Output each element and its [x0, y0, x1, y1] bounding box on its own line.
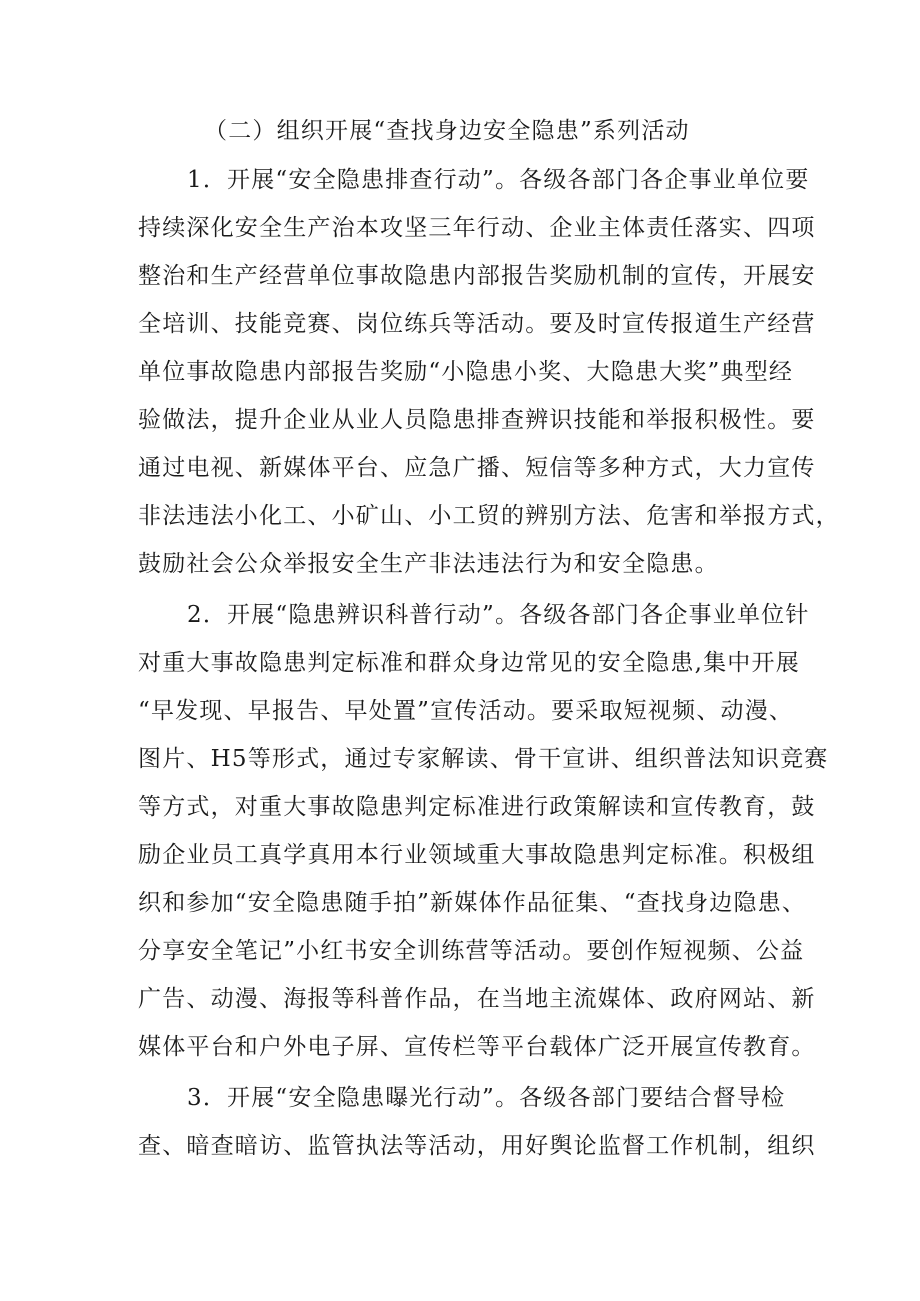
paragraph-2-line: 等方式，对重大事故隐患判定标准进行政策解读和宣传教育，鼓	[138, 794, 816, 820]
paragraph-1-line: 鼓励社会公众举报安全生产非法违法行为和安全隐患。	[138, 551, 719, 577]
paragraph-2-line: 2．开展“隐患辨识科普行动”。各级各部门各企事业单位针	[187, 602, 810, 628]
paragraph-2-line: 织和参加“安全隐患随手拍”新媒体作品征集、“查找身边隐患、	[138, 890, 807, 916]
paragraph-1-line: 非法违法小化工、小矿山、小工贸的辨别方法、危害和举报方式，	[138, 503, 840, 529]
paragraph-1-line: 1．开展“安全隐患排查行动”。各级各部门各企事业单位要	[187, 167, 810, 193]
paragraph-2-line: 图片、H5等形式，通过专家解读、骨干宣讲、组织普法知识竞赛	[138, 746, 829, 772]
paragraph-2-line: 媒体平台和户外电子屏、宣传栏等平台载体广泛开展宣传教育。	[138, 1034, 816, 1060]
paragraph-3-line: 3．开展“安全隐患曝光行动”。各级各部门要结合督导检	[187, 1085, 786, 1111]
paragraph-2-line: 广告、动漫、海报等科普作品，在当地主流媒体、政府网站、新	[138, 986, 816, 1012]
paragraph-1-line: 验做法，提升企业从业人员隐患排查辨识技能和举报积极性。要	[138, 407, 816, 433]
paragraph-2-line: “早发现、早报告、早处置”宣传活动。要采取短视频、动漫、	[138, 698, 794, 724]
paragraph-1-line: 通过电视、新媒体平台、应急广播、短信等多种方式，大力宣传	[138, 455, 816, 481]
paragraph-1-line: 全培训、技能竞赛、岗位练兵等活动。要及时宣传报道生产经营	[138, 311, 816, 337]
paragraph-1-line: 持续深化安全生产治本攻坚三年行动、企业主体责任落实、四项	[138, 215, 816, 241]
paragraph-1-line: 整治和生产经营单位事故隐患内部报告奖励机制的宣传，开展安	[138, 263, 816, 289]
paragraph-2-line: 励企业员工真学真用本行业领域重大事故隐患判定标准。积极组	[138, 842, 816, 868]
paragraph-1-line: 单位事故隐患内部报告奖励“小隐患小奖、大隐患大奖”典型经	[138, 359, 794, 385]
section-heading: （二）组织开展“查找身边安全隐患”系列活动	[204, 118, 690, 144]
paragraph-3-line: 查、暗查暗访、监管执法等活动，用好舆论监督工作机制，组织	[138, 1133, 816, 1159]
paragraph-2-line: 分享安全笔记”小红书安全训练营等活动。要创作短视频、公益	[138, 938, 805, 964]
paragraph-2-line: 对重大事故隐患判定标准和群众身边常见的安全隐患,集中开展	[138, 650, 800, 676]
